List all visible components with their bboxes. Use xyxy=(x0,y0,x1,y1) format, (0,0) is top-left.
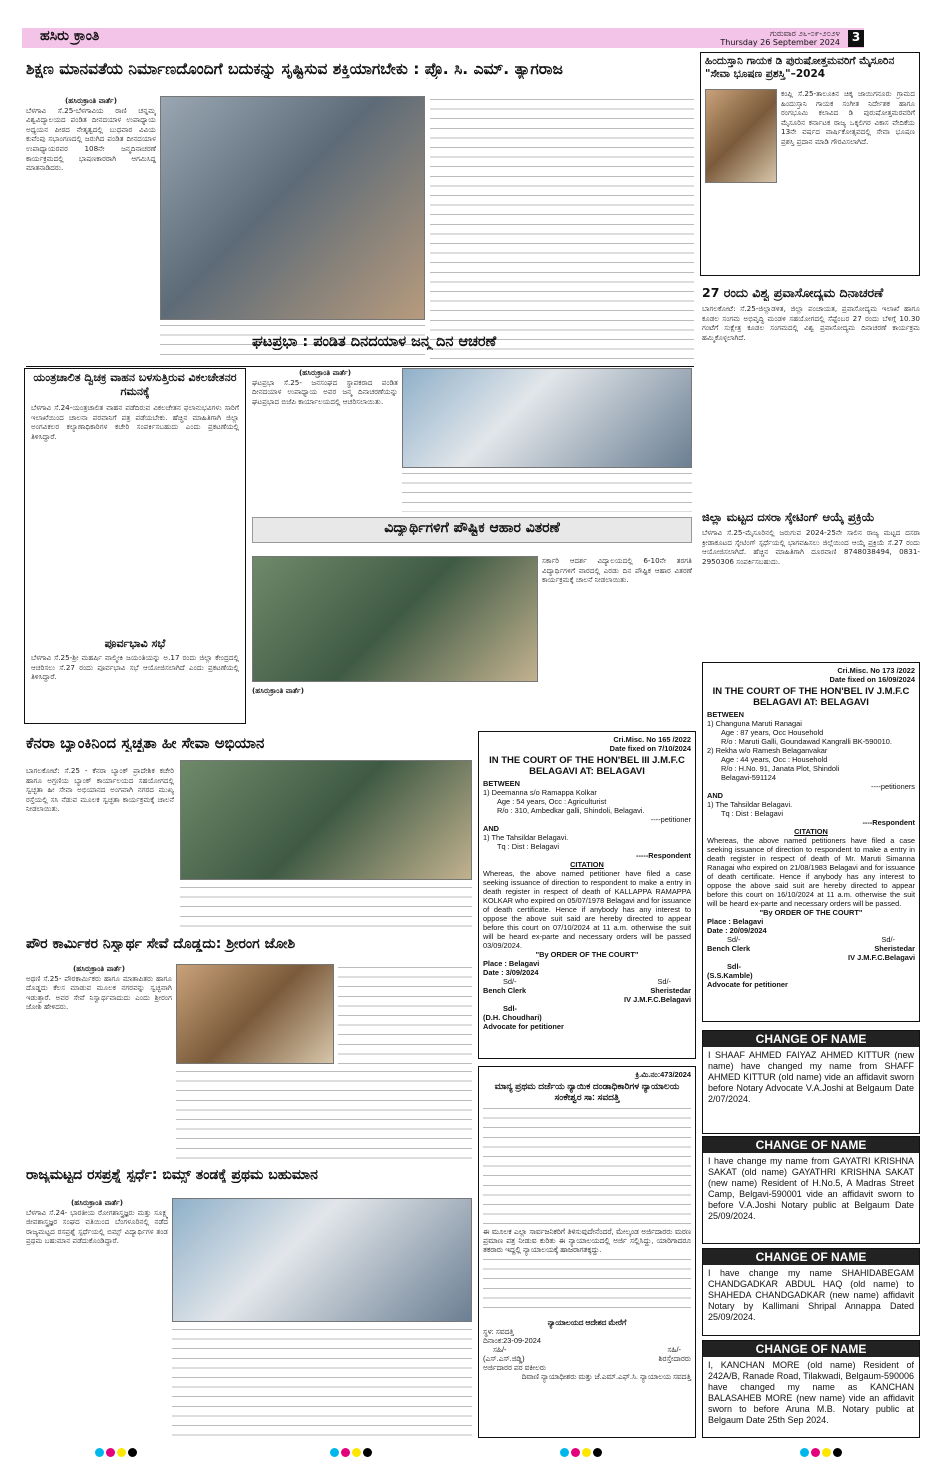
court2-sd: Sd/- xyxy=(727,935,741,944)
court1-sd3: Sdl- xyxy=(503,1004,517,1013)
cyan-dot xyxy=(560,1448,569,1457)
court2-place: Place : Belagavi xyxy=(707,917,764,926)
change1-ad xyxy=(702,1030,920,1134)
ghataprabha-caption xyxy=(402,470,692,512)
powra-text-col3 xyxy=(338,964,472,1064)
court1-place: Place : Belagavi xyxy=(483,959,540,968)
black-dot xyxy=(363,1448,372,1457)
yellow-dot xyxy=(822,1448,831,1457)
change3-ad xyxy=(702,1248,920,1336)
right1-lead: ಕಂಪ್ಲಿ ಸೆ.25-ತಾಲೂಕಿನ ಚಿಕ್ಕ ಜಾಯಿಗನೂರು ಗ್ರಾಮದ ಹಿಂದುಸ್ತಾನಿ ಗಾಯಕ ಸಂಗೀತ ನಿರ್ದೇಶಕ ಹಾಗೂ ರಂಗಭೂಮಿ ಕಲಾವಿದ ಡಿ ಪುರುಷೋತ್ತಮರವರಿಗೆ ಮೈಸೂರಿನ ಕರ್ನಾಟಕ ರಾಜ್ಯ ಒಕ್ಕಲಿಗರ ವಿಕಾಸ ವೇದಿಕೆಯ 13ನೇ ವರ್ಷದ ವಾರ್ಷಿಕೋತ್ಸವದಲ್ಲಿ ಸೇವಾ ಭೂಷಣ ಪ್ರಶಸ್ತಿ ಪ್ರದಾನ ಮಾಡಿ ಗೌರವಿಸಲಾಗಿದೆ. xyxy=(781,89,915,146)
court1-date: Date fixed on 7/10/2024 xyxy=(609,744,691,753)
change4-title: CHANGE OF NAME xyxy=(703,1341,919,1357)
nutrition-caption xyxy=(252,686,538,726)
court2-order: "By ORDER OF THE COURT" xyxy=(759,908,863,917)
registration-marks-center-right xyxy=(560,1442,604,1461)
ghataprabha-dateline: (ಹಸಿರುಕ್ರಾಂತಿ ವಾರ್ತೆ) xyxy=(298,368,351,377)
court3-place: ಸ್ಥಳ: ಸವದತ್ತಿ xyxy=(483,1327,514,1336)
court3-sd: ಸಹಿ/- xyxy=(493,1345,507,1354)
court1-sign-roles xyxy=(483,986,691,995)
cyan-dot xyxy=(800,1448,809,1457)
canara-text-cont xyxy=(180,884,472,930)
change4-text: I, KANCHAN MORE (old name) Resident of 242A/B, Ranade Road, Tilakwadi, Belgaum-590006 have changed my name as KANCHAN BALASAHEB MORE (new name) vide an affidavit sworn to before Aruna M.B. Notary public at Belgaum Date 25th Sep 2024. xyxy=(708,1360,914,1425)
court3-seal: ನ್ಯಾಯಾಲಯದ ಆದೇಶದ ಮೇರೆಗೆ xyxy=(547,1318,627,1327)
court3-case: ಕ್ರಿ.ಮಿ.ನಂ:473/2024 xyxy=(635,1070,691,1079)
story1-lead: ಬೆಳಗಾವಿ ಸೆ.25-ಬೆಳಗಾವಿಯ ರಾಣಿ ಚನ್ನಮ್ಮ ವಿಶ್ವವಿದ್ಯಾಲಯದ ಪಂಡಿತ ದೀನದಯಾಳ ಉಪಾಧ್ಯಾಯ ಅಧ್ಯಯನ ಪೀಠದ ನೇತೃತ್ವದಲ್ಲಿ ಬುಧವಾರ ವಿವಿಯ ಕುವೆಂಪು ಸಭಾಂಗಣದಲ್ಲಿ ಜರುಗಿದ ಪಂಡಿತ ದೀನದಯಾಳ ಉಪಾಧ್ಯಾಯರವರ 108ನೇ ಜನ್ಮದಿನಾಚರಣೆ ಕಾರ್ಯಕ್ರಮದಲ್ಲಿ ಭಾಷಣಕಾರರಾಗಿ ಆಗಮಿಸಿದ್ದ ಮಾತನಾಡಿದರು. xyxy=(26,105,156,173)
right3-headline: ಜಿಲ್ಲಾ ಮಟ್ಟದ ದಸರಾ ಸ್ಕೇಟಿಂಗ್ ಆಯ್ಕೆ ಪ್ರಕ್ರಿಯೆ xyxy=(702,510,875,524)
quiz-text xyxy=(26,1198,168,1438)
court2-sign-row xyxy=(707,935,915,944)
court2-a1: 1) Changuna Maruti Ranagai xyxy=(707,719,802,728)
court2-pdate: Date : 20/09/2024 xyxy=(707,926,767,935)
black-dot xyxy=(833,1448,842,1457)
ghataprabha-lead: ಘಟಪ್ರಭಾ ಸೆ.25- ಜನಸಂಘದ ಸ್ಥಾಪಕರಾದ ಪಂಡಿತ ದೀನದಯಾಳ ಉಪಾಧ್ಯಾಯ ಅವರ ಜನ್ಮ ದಿನಾಚರಣೆಯನ್ನು ಘಟಪ್ರಭಾದ ಬಿಜೆಪಿ ಕಾರ್ಯಾಲಯದಲ್ಲಿ ಆಚರಿಸಲಾಯಿತು. xyxy=(252,377,398,406)
magenta-dot xyxy=(341,1448,350,1457)
magenta-dot xyxy=(811,1448,820,1457)
nutrition-dateline: (ಹಸಿರುಕ್ರಾಂತಿ ವಾರ್ತೆ) xyxy=(252,686,305,695)
court2-resp: ----Respondent xyxy=(862,818,915,827)
court2-sd3: Sdl- xyxy=(727,962,741,971)
court2-r1: 1) The Tahsildar Belagavi. xyxy=(707,800,793,809)
story1-dateline: (ಹಸಿರುಕ್ರಾಂತಿ ವಾರ್ತೆ) xyxy=(64,96,117,105)
court2-between: BETWEEN xyxy=(707,710,744,719)
court3-jm: ದಿವಾಣಿ ನ್ಯಾಯಾಧೀಶರು ಮತ್ತು ಜೆ.ಎಮ್.ಎಫ್.ಸಿ. ನ್ಯಾಯಾಲಯ ಸವದತ್ತಿ xyxy=(521,1372,691,1381)
court2-case: Cri.Misc. No 173 /2022 xyxy=(837,666,915,675)
court3-sher: ಶಿರಸ್ತೇದಾರರು xyxy=(658,1354,691,1363)
story1-photo xyxy=(160,96,425,320)
court1-notice xyxy=(478,731,696,1059)
quiz-headline: ರಾಜ್ಯಮಟ್ಟದ ರಸಪ್ರಶ್ನೆ ಸ್ಪರ್ಧೆ: ಬಿಮ್ಸ್ ತಂಡಕ್ಕೆ ಪ್ರಥಮ ಬಹುಮಾನ xyxy=(26,1167,318,1183)
court1-sd2: Sd/- xyxy=(657,977,671,986)
court2-citation: CITATION xyxy=(794,827,828,836)
court2-notice xyxy=(702,662,920,1022)
right1-photo xyxy=(705,89,777,183)
court1-pet: ----petitioner xyxy=(650,815,691,824)
change1-title: CHANGE OF NAME xyxy=(703,1031,919,1047)
court1-citation: CITATION xyxy=(570,860,604,869)
registration-marks-left xyxy=(95,1442,139,1461)
court2-sign-roles xyxy=(707,944,915,953)
masthead-date-kn: ಗುರುವಾರ ೨೬-೦೯-೨೦೨೪ xyxy=(770,29,840,38)
yellow-dot xyxy=(117,1448,126,1457)
court1-sign-row xyxy=(483,977,691,986)
court2-b3: R/o : H.No. 91, Janata Plot, Shindoli xyxy=(721,764,840,773)
vehicle-sub-lead: ಬೆಳಗಾವಿ ಸೆ.25-ಶ್ರೀ ಮಹರ್ಷಿ ವಾಲ್ಮೀಕಿ ಜಯಂತಿಯನ್ನು ಅ.17 ರಂದು ಜಿಲ್ಲಾ ಕೇಂದ್ರದಲ್ಲಿ ಆಚರಿಸಲು ಸೆ.27 ರಂದು ಪೂರ್ವಭಾವಿ ಸಭೆ ಆಯೋಜಿಸಲಾಗಿದೆ ಎಂದು ಪ್ರಕಟಣೆಯಲ್ಲಿ ತಿಳಿಸಿದ್ದಾರೆ. xyxy=(31,653,239,682)
court3-sign-roles xyxy=(483,1354,691,1363)
court1-between: BETWEEN xyxy=(483,779,520,788)
powra-lead: ಅಥಣಿ ಸೆ.25- ಪೌರಕಾರ್ಮಿಕರು ಹಾಗೂ ಮಾತಾಪಿತರು ಹಾಗೂ ದೊಡ್ಡದು ಕೆಲಸ ಮಾಡುವ ಮೂಲಕ ನಗರವನ್ನು ಸ್ವಚ್ಛವಾಗಿ ಇಡುತ್ತಾರೆ. ಅವರ ಸೇವೆ ನಿಸ್ವಾರ್ಥವಾದುದು ಎಂದು ಶ್ರೀರಂಗ ಜೋಶಿ ಹೇಳಿದರು. xyxy=(26,973,172,1012)
nutrition-lead: ಸರ್ಕಾರಿ ಆದರ್ಶ ವಿದ್ಯಾಲಯದಲ್ಲಿ 6-10ನೇ ತರಗತಿ ವಿದ್ಯಾರ್ಥಿಗಳಿಗೆ ವಾರದಲ್ಲಿ ಎರಡು ದಿನ ಪೌಷ್ಟಿಕ ಆಹಾರ ವಿತರಣೆ ಕಾರ್ಯಕ್ರಮಕ್ಕೆ ಚಾಲನೆ ನೀಡಲಾಯಿತು. xyxy=(542,556,692,585)
yellow-dot xyxy=(352,1448,361,1457)
court1-advt: Advocate for petitioner xyxy=(483,1022,564,1031)
court3-parties xyxy=(483,1105,691,1225)
right1-headline: ಹಿಂದುಸ್ತಾನಿ ಗಾಯಕ ಡಿ ಪುರುಷೋತ್ತಮವರಿಗೆ ಮೈಸೂರಿನ "ಸೇವಾ ಭೂಷಣ ಪ್ರಶಸ್ತಿ"–2024 xyxy=(705,55,895,80)
canara-photo xyxy=(180,760,472,880)
court1-sher: Sheristedar xyxy=(650,986,691,995)
court1-jm: IV J.M.F.C.Belagavi xyxy=(624,995,691,1004)
court1-adv: (D.H. Choudhari) xyxy=(483,1013,542,1022)
court3-sd2: ಸಹಿ/- xyxy=(667,1345,681,1354)
court2-adv: (S.S.Kamble) xyxy=(707,971,753,980)
change3-title: CHANGE OF NAME xyxy=(703,1249,919,1265)
powra-text-cont xyxy=(176,1068,472,1160)
registration-marks-right xyxy=(800,1442,844,1461)
court1-resp: -----Respondent xyxy=(635,851,691,860)
masthead-date xyxy=(690,29,840,47)
court2-advt: Advocate for petitioner xyxy=(707,980,788,989)
vehicle-headline: ಯಂತ್ರಚಾಲಿತ ದ್ವಿಚಕ್ರ ವಾಹನ ಬಳಸುತ್ತಿರುವ ವಿಕಲಚೇತನರ ಗಮನಕ್ಕೆ xyxy=(33,371,237,398)
court2-r2: Tq : Dist : Belagavi xyxy=(721,809,784,818)
court3-advt: ಅರ್ಜಿದಾರರ ಪರ ವಕೀಲರು xyxy=(483,1363,547,1372)
court2-b4: Belagavi-591124 xyxy=(721,773,776,782)
powra-photo xyxy=(176,964,334,1064)
court1-body: Whereas, the above named petitioner have filed a case seeking issuance of direction to respondent to make a entry in death register in respect of death of KALLAPPA RAMAPPA KOLKAR who expired on 05/07/1978 Belagavi and for issuance of death certificate. Hence if anybody has any interest to oppose the above suit said are hereby directed to appear before this court on 07/10/2024 at 11 a.m. otherwise the suit will be heard ex-parte and necessary orders will be passed 03/09/2024. xyxy=(483,869,691,950)
court1-sd: Sd/- xyxy=(503,977,517,986)
court1-and: AND xyxy=(483,824,500,833)
court2-b2: Age : 44 years, Occ : Household xyxy=(721,755,828,764)
page-number: 3 xyxy=(848,30,864,47)
court3-body: ಈ ಮೂಲಕ ಎಲ್ಲಾ ಸಾರ್ವಜನಿಕರಿಗೆ ತಿಳಿಸುವುದೇನೆಂದರೆ, ಮೇಲ್ಕಂಡ ಅರ್ಜಿದಾರರು ಮರಣ ಪ್ರಮಾಣ ಪತ್ರ ನೀಡುವ ಕುರಿತು ಈ ನ್ಯಾಯಾಲಯದಲ್ಲಿ ಅರ್ಜಿ ಸಲ್ಲಿಸಿದ್ದು, ಯಾರಿಗಾದರೂ ತಕರಾರು ಇದ್ದಲ್ಲಿ ನ್ಯಾಯಾಲಯಕ್ಕೆ ಹಾಜರಾಗತಕ್ಕದ್ದು. xyxy=(483,1227,691,1254)
court2-sd2: Sd/- xyxy=(881,935,895,944)
registration-marks-center-left xyxy=(330,1442,374,1461)
powra-headline: ಪೌರ ಕಾರ್ಮಿಕರ ನಿಸ್ವಾರ್ಥ ಸೇವೆ ದೊಡ್ಡದು: ಶ್ರೀರಂಗ ಜೋಶಿ xyxy=(26,936,296,952)
masthead-date-en: Thursday 26 September 2024 xyxy=(720,38,840,47)
right3-lead: ಬೆಳಗಾವಿ ಸೆ.25-ಮೈಸೂರಿನಲ್ಲಿ ಜರುಗುವ 2024-25ನೇ ಸಾಲಿನ ರಾಜ್ಯ ಮಟ್ಟದ ದಸರಾ ಕ್ರೀಡಾಕೂಟದ ಸ್ಕೇಟಿಂಗ್ ಸ್ಪರ್ಧೆಯಲ್ಲಿ ಭಾಗವಹಿಸಲು ಜಿಲ್ಲೆಯಿಂದ ಆಯ್ಕೆ ಪ್ರಕ್ರಿಯೆ ಸೆ.27 ರಂದು ಆಯೋಜಿಸಲಾಗಿದೆ. ಹೆಚ್ಚಿನ ಮಾಹಿತಿಗಾಗಿ ದೂರವಾಣಿ 8748038494, 0831-2950306 ಸಂಪರ್ಕಿಸಬಹುದು. xyxy=(702,528,920,566)
court1-p1: 1) Deemanna s/o Ramappa Kolkar xyxy=(483,788,597,797)
court1-order: "By ORDER OF THE COURT" xyxy=(535,950,639,959)
court3-sign-row xyxy=(483,1345,691,1354)
court2-clerk: Bench Clerk xyxy=(707,944,751,953)
court2-pet: ----petitioners xyxy=(871,782,915,791)
story1-text-col3 xyxy=(430,96,694,362)
magenta-dot xyxy=(571,1448,580,1457)
right2-headline: 27 ರಂದು ವಿಶ್ವ ಪ್ರವಾಸೋದ್ಯಮ ದಿನಾಚರಣೆ xyxy=(702,285,884,300)
court3-pdate: ದಿನಾಂಕ:23-09-2024 xyxy=(483,1336,541,1345)
court2-b1: 2) Rekha w/o Ramesh Belaganvakar xyxy=(707,746,828,755)
story1-headline: ಶಿಕ್ಷಣ ಮಾನವತೆಯ ನಿರ್ಮಾಣದೊಂದಿಗೆ ಬದುಕನ್ನು ಸೃಷ್ಟಿಸುವ ಶಕ್ತಿಯಾಗಬೇಕು : ಪ್ರೊ. ಸಿ. ಎಮ್. ತ್ಯಾಗರಾಜ xyxy=(26,60,563,78)
court2-date: Date fixed on 16/09/2024 xyxy=(829,675,915,684)
vehicle-lead: ಬೆಳಗಾವಿ ಸೆ.24-ಯಂತ್ರಚಾಲಿತ ವಾಹನ ಪಡೆದಿರುವ ವಿಕಲಚೇತನ ಫಲಾನುಭವಿಗಳು ಸಾರಿಗೆ ಇಲಾಖೆಯಿಂದ ಚಾಲನಾ ಪರವಾನಿಗೆ ಪತ್ರ ಪಡೆಯಬೇಕು. ಹೆಚ್ಚಿನ ಮಾಹಿತಿಗಾಗಿ ಜಿಲ್ಲಾ ಅಂಗವಿಕಲರ ಕಲ್ಯಾಣಾಧಿಕಾರಿಗಳ ಕಚೇರಿ ಸಂಪರ್ಕಿಸಬಹುದು ಎಂದು ಪ್ರಕಟಣೆಯಲ್ಲಿ ತಿಳಿಸಿದ್ದಾರೆ. xyxy=(31,403,239,441)
canara-lead: ಬಾಗಲಕೋಟೆ: ಸೆ.25 - ಕೆನರಾ ಬ್ಯಾಂಕ್ ಪ್ರಾದೇಶಿಕ ಕಚೇರಿ ಹಾಗೂ ಅಗ್ರಣಿಯ ಬ್ಯಾಂಕ್ ಕಾರ್ಯಾಲಯದ ಸಹಯೋಗದಲ್ಲಿ ಸ್ವಚ್ಛತಾ ಹೀ ಸೇವಾ ಅಭಿಯಾನದ ಅಂಗವಾಗಿ ನಗರದ ಮುಖ್ಯ ರಸ್ತೆಯಲ್ಲಿ ಸಸಿ ನೆಡುವ ಮೂಲಕ ಸ್ವಚ್ಛತಾ ಕಾರ್ಯಕ್ರಮಕ್ಕೆ ಚಾಲನೆ ನೀಡಲಾಯಿತು. xyxy=(26,766,174,814)
change1-text: I SHAAF AHMED FAIYAZ AHMED KITTUR (new name) have changed my name from SHAFF AHMED KITTUR (old name) vide an affidavit sworn before Notary Advocate V.A.Joshi at Belgaum Date 2/07/2024. xyxy=(708,1050,914,1104)
masthead-title: ಹಸಿರು ಕ್ರಾಂತಿ xyxy=(40,28,100,44)
powra-text xyxy=(26,964,172,1160)
magenta-dot xyxy=(106,1448,115,1457)
court1-clerk: Bench Clerk xyxy=(483,986,527,995)
vehicle-box xyxy=(24,368,246,724)
vehicle-sub-headline: ಪೂರ್ವಭಾವಿ ಸಭೆ xyxy=(104,637,166,650)
court1-p3: R/o : 310, Ambedkar galli, Shindoli, Belagavi. xyxy=(497,806,645,815)
court2-and: AND xyxy=(707,791,724,800)
change2-title: CHANGE OF NAME xyxy=(703,1137,919,1153)
yellow-dot xyxy=(582,1448,591,1457)
change2-ad xyxy=(702,1136,920,1244)
court2-body: Whereas, the above named petitioners have filed a case seeking issuance of direction to respondent to make a entry in death register in respect of death of Mr. Maruti Simanna Ranagai who expired on 21/08/1983 Belagavi and for issuance of death certificate. Hence if anybody has any interest to oppose the above said suit are hereby directed to appear before this court on 16/10/2024 at 11 a.m. otherwise the suit will be heard ex-parte and necessary orders will be passed. xyxy=(707,836,915,908)
change2-text: I have change my name from GAYATRI KRISHNA SAKAT (old name) GAYATHRI KRISHNA SAKAT (new name) Resident of H.No.5, A Madras Street Camp, Belgavi-590001 vide an affidavit sworn to before V.A.Joshi Notary public at Belgaum Date 25/09/2024. xyxy=(708,1156,914,1221)
ghataprabha-headline: ಘಟಪ್ರಭಾ : ಪಂಡಿತ ದಿನದಯಾಳ ಜನ್ಮ ದಿನ ಆಚರಣೆ xyxy=(252,334,497,350)
change3-text: I have change my name SHAHIDABEGAM CHANDGADKAR ABDUL HAQ (old name) to SHAHEDA CHANDGADKAR (new name) affidavit Notary by Kallimani Shripal Annappa Dated 25/09/2024. xyxy=(708,1268,914,1322)
right1-box xyxy=(700,52,920,276)
court2-a2: Age : 87 years, Occ Household xyxy=(721,728,824,737)
court2-jm: IV J.M.F.C.Belagavi xyxy=(848,953,915,962)
court1-p2: Age : 54 years, Occ : Agriculturist xyxy=(497,797,607,806)
court3-adv: (ಎಸ್.ಎಸ್.ಜಿಡ್ಡಿ) xyxy=(483,1354,525,1363)
quiz-lead: ಬೆಳಗಾವಿ ಸೆ.24- ಭಾರತೀಯ ರೋಗಶಾಸ್ತ್ರಜ್ಞರು ಮತ್ತು ಸೂಕ್ಷ್ಮ ಜೀವಶಾಸ್ತ್ರಜ್ಞರ ಸಂಘದ ವತಿಯಿಂದ ಬೆಂಗಳೂರಿನಲ್ಲಿ ನಡೆದ ರಾಜ್ಯಮಟ್ಟದ ರಸಪ್ರಶ್ನೆ ಸ್ಪರ್ಧೆಯಲ್ಲಿ ಬಿಮ್ಸ್ ವಿದ್ಯಾರ್ಥಿಗಳ ತಂಡ ಪ್ರಥಮ ಬಹುಮಾನ ಪಡೆದುಕೊಂಡಿದ್ದಾರೆ. xyxy=(26,1207,168,1246)
cyan-dot xyxy=(95,1448,104,1457)
canara-headline: ಕೆನರಾ ಬ್ಯಾಂಕಿನಿಂದ ಸ್ವಚ್ಛತಾ ಹೀ ಸೇವಾ ಅಭಿಯಾನ xyxy=(26,734,265,752)
nutrition-headline: ವಿದ್ಯಾರ್ಥಿಗಳಿಗೆ ಪೌಷ್ಟಿಕ ಆಹಾರ ವಿತರಣೆ xyxy=(384,520,560,536)
court2-title: IN THE COURT OF THE HON'BEL IV J.M.F.C BELAGAVI AT: BELAGAVI xyxy=(712,686,910,708)
court3-body-cont xyxy=(483,1256,691,1316)
nutrition-photo xyxy=(252,556,538,682)
court2-a3: R/o : Maruti Galli, Goundawad Kangralli BK-590010. xyxy=(721,737,892,746)
story1-text xyxy=(26,96,156,362)
court1-r2: Tq : Dist : Belagavi xyxy=(497,842,560,851)
quiz-photo xyxy=(172,1198,472,1322)
change4-ad xyxy=(702,1340,920,1438)
court3-title: ಮಾನ್ಯ ಪ್ರಥಮ ದರ್ಜೆಯ ನ್ಯಾಯಿಕ ದಂಡಾಧಿಕಾರಿಗಳ ನ್ಯಾಯಾಲಯ ಸಂಕೇಶ್ವರ ಸಾ: ಸವದತ್ತಿ xyxy=(494,1081,680,1102)
court1-case: Cri.Misc. No 165 /2022 xyxy=(613,735,691,744)
court1-title: IN THE COURT OF THE HON'BEL III J.M.F.C BELAGAVI AT: BELAGAVI xyxy=(489,755,685,777)
ghataprabha-photo xyxy=(402,368,692,468)
right2-lead: ಬಾಗಲಕೋಟೆ: ಸೆ.25-ಜಿಲ್ಲಾಡಳಿತ, ಜಿಲ್ಲಾ ಪಂಚಾಯತ, ಪ್ರವಾಸೋದ್ಯಮ ಇಲಾಖೆ ಹಾಗೂ ಕೂಡಲ ಸಂಗಮ ಅಭಿವೃದ್ಧಿ ಮಂಡಳಿ ಸಹಯೋಗದಲ್ಲಿ ಸೆಪ್ಟೆಂಬರ 27 ರಂದು ಬೆಳಿಗ್ಗೆ 10.30 ಗಂಟೆಗೆ ಸುಕ್ಷೇತ್ರ ಕೂಡಲ ಸಂಗಮದಲ್ಲಿ ವಿಶ್ವ ಪ್ರವಾಸೋದ್ಯಮ ದಿನಾಚರಣೆ ಕಾರ್ಯಕ್ರಮ ಹಮ್ಮಿಕೊಳ್ಳಲಾಗಿದೆ. xyxy=(702,304,920,342)
quiz-dateline: (ಹಸಿರುಕ್ರಾಂತಿ ವಾರ್ತೆ) xyxy=(70,1198,123,1207)
cyan-dot xyxy=(330,1448,339,1457)
ghataprabha-text xyxy=(252,368,398,512)
court1-r1: 1) The Tahsildar Belagavi. xyxy=(483,833,569,842)
black-dot xyxy=(593,1448,602,1457)
powra-dateline: (ಹಸಿರುಕ್ರಾಂತಿ ವಾರ್ತೆ) xyxy=(72,964,125,973)
quiz-text-cont xyxy=(172,1326,472,1438)
divider xyxy=(26,366,694,367)
court2-sher: Sheristedar xyxy=(874,944,915,953)
black-dot xyxy=(128,1448,137,1457)
court3-notice xyxy=(478,1066,696,1438)
court1-pdate: Date : 3/09/2024 xyxy=(483,968,539,977)
